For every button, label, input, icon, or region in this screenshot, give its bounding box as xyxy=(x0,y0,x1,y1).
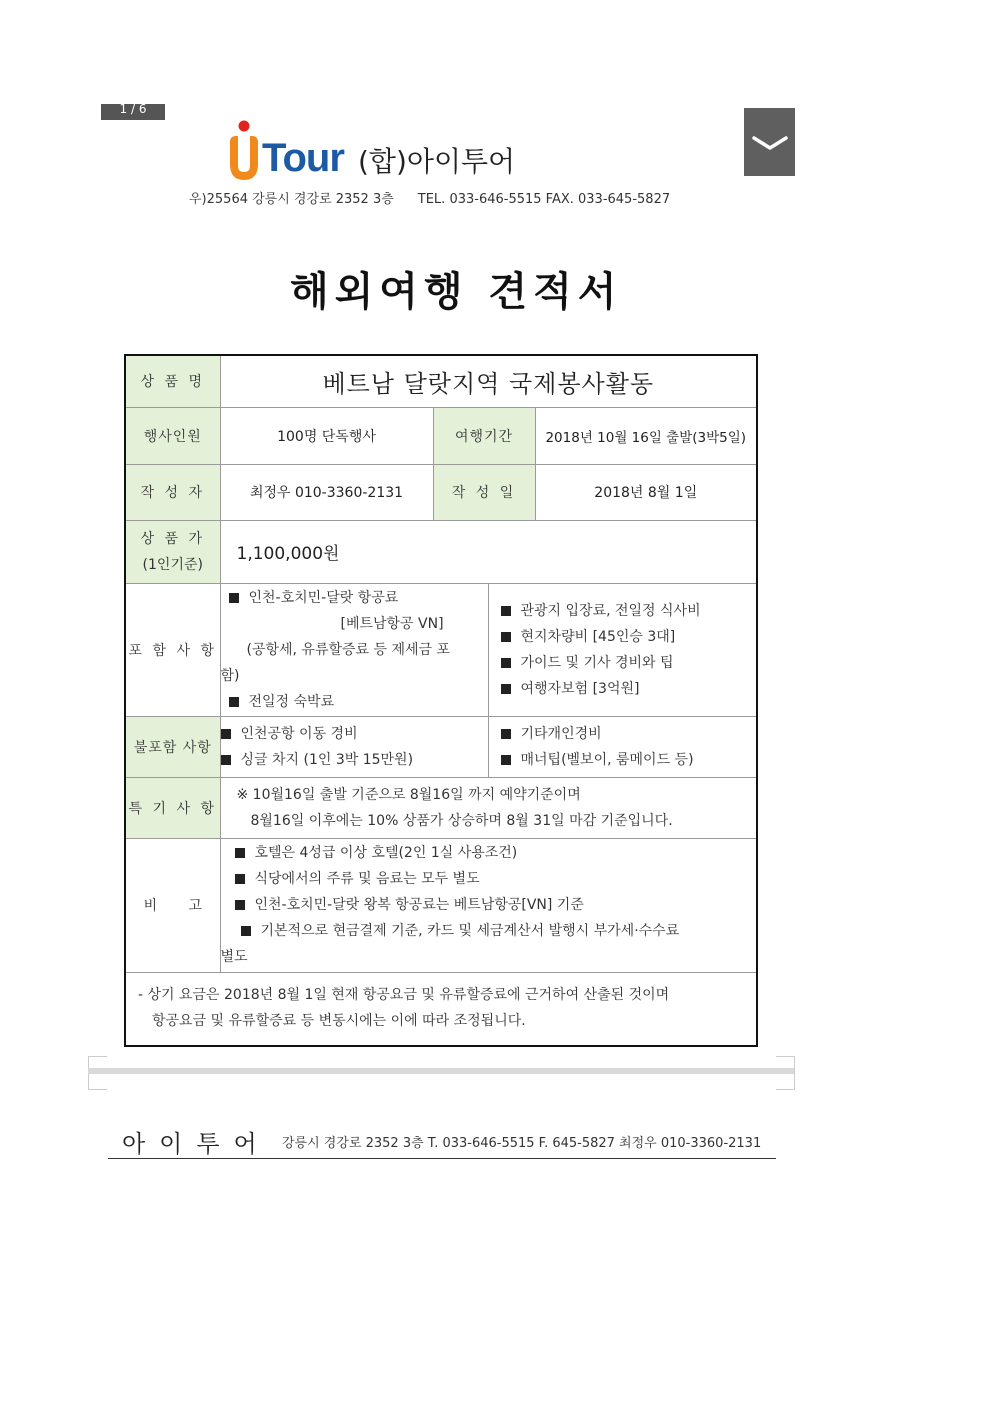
chevron-down-icon xyxy=(752,136,788,150)
bullet-square-icon xyxy=(501,684,511,694)
row-people xyxy=(125,407,757,464)
author-label: 작 성 자 xyxy=(125,464,220,520)
excluded-label: 불포함 사항 xyxy=(125,716,220,777)
row-product xyxy=(125,355,757,407)
product-label: 상 품 명 xyxy=(125,355,220,407)
logo-text: Tour xyxy=(262,136,344,180)
included-left xyxy=(220,583,488,716)
row-note xyxy=(125,972,757,1046)
bullet-square-icon xyxy=(501,755,511,765)
footer xyxy=(108,1124,776,1159)
remarks xyxy=(220,838,757,972)
list-item: 현지차량비 [45인승 3대] xyxy=(501,624,757,650)
price-label-1: 상 품 가 xyxy=(140,530,205,547)
bullet-square-icon xyxy=(229,593,239,603)
company-name: (합)아이투어 xyxy=(358,145,516,178)
row-author xyxy=(125,464,757,520)
page-separator xyxy=(88,1068,794,1074)
quote-table xyxy=(124,354,758,1047)
included-right xyxy=(488,583,757,716)
event-people-label: 행사인원 xyxy=(125,407,220,464)
included-label: 포 함 사 항 xyxy=(125,583,220,716)
list-item: 인천-호치민-달랏 왕복 항공료는 베트남항공[VN] 기준 xyxy=(235,892,755,918)
contact: TEL. 033-646-5515 FAX. 033-645-5827 xyxy=(417,192,671,207)
special-notes xyxy=(220,777,757,838)
row-remarks xyxy=(125,838,757,972)
remarks-label: 비 고 xyxy=(125,838,220,972)
address: 우)25564 강릉시 경강로 2352 3층 xyxy=(189,192,394,207)
note-line: - 상기 요금은 2018년 8월 1일 현재 항공요금 및 유류할증료에 근거하여 산출된 것이며 xyxy=(138,986,670,1003)
date-label: 작 성 일 xyxy=(433,464,535,520)
list-item: 기타개인경비 xyxy=(501,721,757,747)
product-name: 베트남 달랏지역 국제봉사활동 xyxy=(220,355,757,407)
bullet-square-icon xyxy=(501,658,511,668)
collapse-button[interactable] xyxy=(744,108,795,176)
price: 1,100,000원 xyxy=(220,520,757,583)
author: 최정우 010-3360-2131 xyxy=(220,464,433,520)
company-logo xyxy=(226,118,344,182)
special-line: ※ 10월16일 출발 기준으로 8월16일 까지 예약기준이며 xyxy=(236,786,581,803)
row-included xyxy=(125,583,757,716)
footer-info: 강릉시 경강로 2352 3층 T. 033-646-5515 F. 645-5827 최정우 010-3360-2131 xyxy=(282,1136,762,1151)
list-item: 별도 xyxy=(220,949,248,965)
bullet-square-icon xyxy=(221,729,231,739)
price-label xyxy=(125,520,220,583)
excluded-left xyxy=(220,716,488,777)
list-item: 매너팁(벨보이, 룸메이드 등) xyxy=(501,747,757,773)
list-item: 여행자보험 [3억원] xyxy=(501,676,757,702)
bullet-square-icon xyxy=(241,926,251,936)
bullet-square-icon xyxy=(501,729,511,739)
list-item: (공항세, 유류할증료 등 제세금 포 xyxy=(246,641,451,658)
list-item: 기본적으로 현금결제 기준, 카드 및 세금계산서 발행시 부가세·수수료 xyxy=(235,918,755,944)
page-indicator: 1 / 6 xyxy=(101,104,165,120)
bullet-square-icon xyxy=(235,874,245,884)
list-item: 전일정 숙박료 xyxy=(221,689,488,715)
bullet-square-icon xyxy=(221,755,231,765)
event-people: 100명 단독행사 xyxy=(220,407,433,464)
list-item: 관광지 입장료, 전일정 식사비 xyxy=(501,598,757,624)
date: 2018년 8월 1일 xyxy=(535,464,757,520)
document-title: 해외여행 견적서 xyxy=(290,269,623,315)
fare-note xyxy=(125,972,757,1046)
list-item: 식당에서의 주류 및 음료는 모두 별도 xyxy=(235,866,755,892)
address-line xyxy=(189,188,670,207)
list-item: 함) xyxy=(220,667,240,684)
list-item: 호텔은 4성급 이상 호텔(2인 1실 사용조건) xyxy=(235,840,755,866)
bullet-square-icon xyxy=(235,848,245,858)
row-excluded xyxy=(125,716,757,777)
footer-company-name: 아이투어 xyxy=(122,1130,271,1158)
list-item: 인천-호치민-달랏 항공료 xyxy=(221,585,488,611)
logo-i-icon xyxy=(226,118,266,182)
list-item: [베트남항공 VN] xyxy=(340,615,444,632)
row-price xyxy=(125,520,757,583)
bullet-square-icon xyxy=(501,632,511,642)
period-label: 여행기간 xyxy=(433,407,535,464)
list-item: 싱글 차지 (1인 3박 15만원) xyxy=(221,747,488,773)
bullet-square-icon xyxy=(229,697,239,707)
list-item: 인천공항 이동 경비 xyxy=(221,721,488,747)
list-item: 가이드 및 기사 경비와 팁 xyxy=(501,650,757,676)
note-line: 항공요금 및 유류할증료 등 변동시에는 이에 따라 조정됩니다. xyxy=(152,1012,526,1029)
period: 2018년 10월 16일 출발(3박5일) xyxy=(535,407,757,464)
excluded-right xyxy=(488,716,757,777)
price-label-2: (1인기준) xyxy=(142,556,203,573)
row-special xyxy=(125,777,757,838)
special-label: 특 기 사 항 xyxy=(125,777,220,838)
bullet-square-icon xyxy=(501,606,511,616)
bullet-square-icon xyxy=(235,900,245,910)
special-line: 8월16일 이후에는 10% 상품가 상승하며 8월 31일 마감 기준입니다. xyxy=(250,812,673,829)
